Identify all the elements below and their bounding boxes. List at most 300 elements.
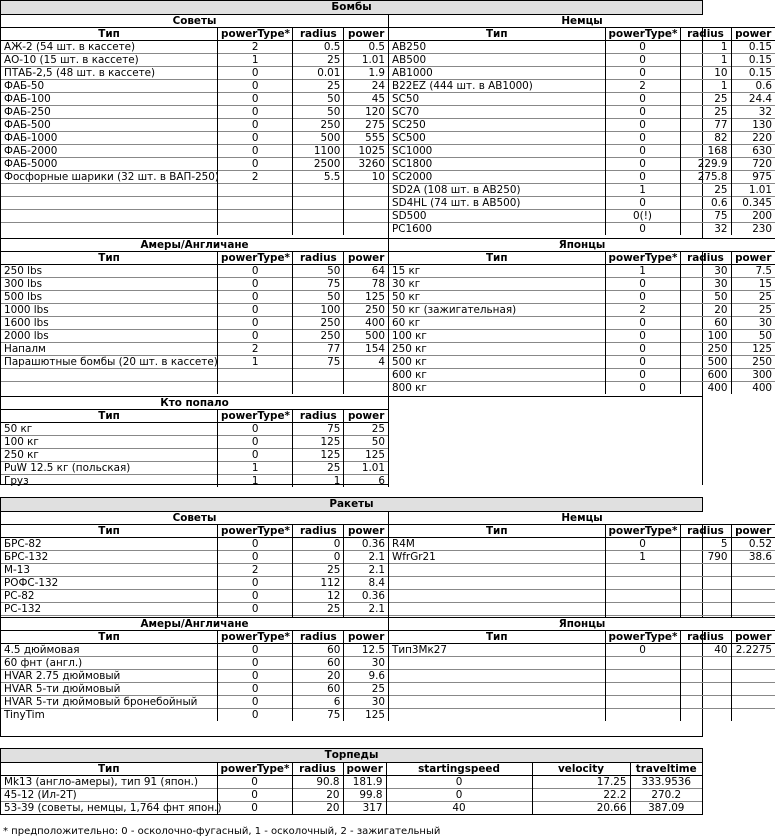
- column-header: power: [731, 252, 775, 265]
- column-header: radius: [293, 28, 344, 41]
- table-row: [1, 93, 388, 106]
- table-cell: 0.36: [344, 590, 388, 603]
- table-cell: [218, 382, 293, 395]
- table-cell: 0: [605, 67, 680, 80]
- table-row: [389, 696, 775, 709]
- table-row: [389, 657, 775, 670]
- table-row: [389, 145, 775, 158]
- table-cell: 5.5: [293, 171, 344, 184]
- column-header: radius: [293, 525, 344, 538]
- table-cell: [389, 709, 605, 722]
- table-cell: [389, 683, 605, 696]
- table-cell: ФАБ-1000: [1, 132, 218, 145]
- column-header: radius: [680, 631, 731, 644]
- table-cell: [680, 590, 731, 603]
- column-header: Тип: [389, 252, 605, 265]
- table-cell: 25: [293, 603, 344, 616]
- table-cell: 75: [293, 356, 344, 369]
- table-row: [389, 709, 775, 722]
- table-cell: 0: [218, 132, 293, 145]
- table-cell: 250: [293, 119, 344, 132]
- table-cell: 1.01: [344, 462, 388, 475]
- table-cell: 125: [344, 291, 388, 304]
- table-cell: 0: [218, 449, 293, 462]
- table-cell: 250: [293, 317, 344, 330]
- table-row: [389, 93, 775, 106]
- column-header: Тип: [1, 252, 218, 265]
- table-cell: 1: [293, 475, 344, 488]
- table-cell: 400: [680, 382, 731, 395]
- table-cell: 2.1: [344, 603, 388, 616]
- table-cell: 20.66: [532, 802, 630, 815]
- table-cell: 0: [218, 577, 293, 590]
- table-row: [1, 369, 388, 382]
- table-cell: 333.9536: [630, 776, 702, 789]
- table-cell: PC1600: [389, 223, 605, 236]
- table-cell: 45: [344, 93, 388, 106]
- table-title: Японцы: [389, 618, 775, 631]
- table-cell: AB1000: [389, 67, 605, 80]
- table-cell: 0.36: [344, 538, 388, 551]
- rockets-japan-table: [389, 617, 775, 721]
- table-cell: 154: [344, 343, 388, 356]
- table-row: [389, 356, 775, 369]
- table-row: [389, 343, 775, 356]
- table-row: [389, 265, 775, 278]
- table-row: [1, 41, 388, 54]
- table-cell: 0: [293, 551, 344, 564]
- table-row: [1, 330, 388, 343]
- table-cell: 82: [680, 132, 731, 145]
- table-row: [389, 577, 775, 590]
- table-cell: [605, 709, 680, 722]
- table-cell: [731, 577, 775, 590]
- table-cell: [389, 657, 605, 670]
- table-cell: 125: [344, 449, 388, 462]
- table-row: [1, 789, 702, 802]
- table-cell: 0: [605, 41, 680, 54]
- table-cell: 0: [605, 171, 680, 184]
- table-row: [1, 644, 388, 657]
- table-cell: 60: [293, 683, 344, 696]
- table-cell: 0: [218, 551, 293, 564]
- table-cell: 12: [293, 590, 344, 603]
- table-cell: 0: [218, 683, 293, 696]
- table-cell: 0: [605, 278, 680, 291]
- table-cell: 600 кг: [389, 369, 605, 382]
- table-cell: 60: [293, 657, 344, 670]
- table-cell: 317: [343, 802, 386, 815]
- torpedoes-section: [0, 748, 703, 815]
- column-header: powerType*: [605, 631, 680, 644]
- table-cell: PuW 12.5 кг (польская): [1, 462, 218, 475]
- table-cell: 250 кг: [1, 449, 218, 462]
- table-row: [389, 210, 775, 223]
- table-cell: ФАБ-50: [1, 80, 218, 93]
- table-row: [1, 210, 388, 223]
- table-cell: 270.2: [630, 789, 702, 802]
- table-title: Немцы: [389, 512, 775, 525]
- column-header: Тип: [1, 631, 218, 644]
- column-header: powerType*: [605, 252, 680, 265]
- column-header: power: [344, 525, 388, 538]
- table-cell: 2: [218, 564, 293, 577]
- table-cell: [605, 696, 680, 709]
- table-title: Амеры/Англичане: [1, 618, 388, 631]
- table-row: [1, 67, 388, 80]
- table-row: [1, 462, 388, 475]
- table-cell: 60 кг: [389, 317, 605, 330]
- table-cell: 77: [293, 343, 344, 356]
- table-cell: 0: [218, 436, 293, 449]
- table-cell: 30 кг: [389, 278, 605, 291]
- table-row: [1, 709, 388, 722]
- table-cell: 0: [605, 132, 680, 145]
- column-header: Тип: [389, 525, 605, 538]
- table-cell: 130: [731, 119, 775, 132]
- table-cell: 24: [344, 80, 388, 93]
- table-cell: [731, 590, 775, 603]
- table-cell: 790: [680, 551, 731, 564]
- table-cell: [1, 184, 218, 197]
- table-cell: [218, 223, 293, 236]
- table-row: [389, 223, 775, 236]
- table-cell: [680, 657, 731, 670]
- table-cell: [680, 670, 731, 683]
- table-cell: 0: [605, 197, 680, 210]
- table-cell: 17.25: [532, 776, 630, 789]
- footnote: * предположительно: 0 - осколочно-фугасный, 1 - осколочный, 2 - зажигательный: [3, 826, 441, 837]
- table-row: [1, 551, 388, 564]
- table-cell: 230: [731, 223, 775, 236]
- table-cell: 0.52: [731, 538, 775, 551]
- table-cell: 0.15: [731, 41, 775, 54]
- table-row: [1, 291, 388, 304]
- table-cell: [680, 683, 731, 696]
- column-header: power: [344, 28, 388, 41]
- table-cell: 500: [293, 132, 344, 145]
- table-cell: [389, 696, 605, 709]
- table-cell: [731, 603, 775, 616]
- table-cell: 7.5: [731, 265, 775, 278]
- table-cell: 50 кг: [1, 423, 218, 436]
- table-cell: 24.4: [731, 93, 775, 106]
- table-cell: [680, 709, 731, 722]
- table-cell: 25: [731, 291, 775, 304]
- bombs-allies-table: [1, 238, 389, 396]
- table-cell: 0.5: [293, 41, 344, 54]
- table-cell: 50: [293, 93, 344, 106]
- table-cell: 53-39 (советы, немцы, 1,764 фнт япон.): [1, 802, 217, 815]
- table-cell: 8.4: [344, 577, 388, 590]
- table-cell: 1: [680, 54, 731, 67]
- table-row: [389, 330, 775, 343]
- table-row: [389, 644, 775, 657]
- table-cell: 0: [218, 590, 293, 603]
- bombs-title: Бомбы: [1, 1, 702, 15]
- table-cell: AB250: [389, 41, 605, 54]
- table-row: [1, 564, 388, 577]
- table-row: [1, 670, 388, 683]
- table-row: [1, 696, 388, 709]
- column-header: powerType*: [605, 525, 680, 538]
- table-cell: М-13: [1, 564, 218, 577]
- table-cell: 50: [293, 265, 344, 278]
- table-cell: [731, 696, 775, 709]
- table-row: [1, 538, 388, 551]
- table-cell: 30: [344, 696, 388, 709]
- table-cell: 75: [293, 278, 344, 291]
- column-header: Тип: [1, 410, 218, 423]
- table-row: [389, 603, 775, 616]
- column-header: radius: [293, 252, 344, 265]
- table-cell: [293, 210, 344, 223]
- table-cell: 25: [293, 564, 344, 577]
- table-cell: 2: [218, 343, 293, 356]
- column-header: Тип: [389, 631, 605, 644]
- table-cell: 0: [605, 54, 680, 67]
- table-cell: [218, 184, 293, 197]
- table-cell: Груз: [1, 475, 218, 488]
- table-cell: [344, 197, 388, 210]
- table-cell: РС-132: [1, 603, 218, 616]
- table-cell: 400: [731, 382, 775, 395]
- table-cell: [680, 577, 731, 590]
- table-row: [1, 382, 388, 395]
- table-cell: 99.8: [343, 789, 386, 802]
- table-cell: 100 кг: [389, 330, 605, 343]
- table-cell: ФАБ-5000: [1, 158, 218, 171]
- table-cell: Mk13 (англо-амеры), тип 91 (япон.): [1, 776, 217, 789]
- table-cell: 275: [344, 119, 388, 132]
- table-cell: AB500: [389, 54, 605, 67]
- table-cell: 0: [218, 265, 293, 278]
- table-cell: [344, 184, 388, 197]
- table-cell: 12.5: [344, 644, 388, 657]
- table-cell: SC1800: [389, 158, 605, 171]
- table-cell: 20: [292, 802, 343, 815]
- column-header: radius: [680, 525, 731, 538]
- table-cell: 64: [344, 265, 388, 278]
- torpedoes-title: Торпеды: [1, 749, 702, 763]
- table-cell: 100: [293, 304, 344, 317]
- table-cell: SC50: [389, 93, 605, 106]
- table-cell: 6: [293, 696, 344, 709]
- table-cell: 1: [218, 475, 293, 488]
- table-cell: [605, 670, 680, 683]
- table-row: [389, 54, 775, 67]
- table-cell: 60: [293, 644, 344, 657]
- column-header: power: [731, 631, 775, 644]
- table-row: [1, 223, 388, 236]
- table-cell: 800 кг: [389, 382, 605, 395]
- table-row: [389, 382, 775, 395]
- table-cell: 0: [218, 538, 293, 551]
- table-cell: [344, 369, 388, 382]
- table-cell: 0: [605, 330, 680, 343]
- table-cell: 500: [344, 330, 388, 343]
- table-cell: 125: [293, 449, 344, 462]
- table-cell: ПТАБ-2,5 (48 шт. в кассете): [1, 67, 218, 80]
- table-cell: 275.8: [680, 171, 731, 184]
- table-cell: 50: [293, 291, 344, 304]
- table-cell: 0.6: [680, 197, 731, 210]
- rockets-section: [0, 497, 773, 737]
- table-row: [389, 369, 775, 382]
- table-cell: 0: [605, 317, 680, 330]
- table-row: [1, 265, 388, 278]
- table-row: [389, 278, 775, 291]
- table-row: [389, 564, 775, 577]
- table-cell: [293, 197, 344, 210]
- table-cell: [344, 382, 388, 395]
- table-cell: 20: [680, 304, 731, 317]
- table-cell: 250: [731, 356, 775, 369]
- table-cell: 300: [731, 369, 775, 382]
- table-row: [1, 197, 388, 210]
- table-cell: HVAR 2.75 дюймовый: [1, 670, 218, 683]
- table-cell: [731, 670, 775, 683]
- table-cell: 30: [731, 317, 775, 330]
- table-cell: Тип3Мк27: [389, 644, 605, 657]
- table-cell: 2.2275: [731, 644, 775, 657]
- column-header: power: [731, 525, 775, 538]
- table-cell: 20: [292, 789, 343, 802]
- table-cell: АЖ-2 (54 шт. в кассете): [1, 41, 218, 54]
- table-row: [1, 449, 388, 462]
- table-cell: 3260: [344, 158, 388, 171]
- table-row: [1, 683, 388, 696]
- table-title: Японцы: [389, 239, 775, 252]
- table-cell: Напалм: [1, 343, 218, 356]
- table-cell: SD500: [389, 210, 605, 223]
- table-cell: 1: [218, 462, 293, 475]
- table-cell: 500 кг: [389, 356, 605, 369]
- table-row: [1, 475, 388, 488]
- table-cell: 25: [344, 683, 388, 696]
- table-cell: [389, 603, 605, 616]
- table-cell: 2: [605, 304, 680, 317]
- table-cell: 0: [218, 93, 293, 106]
- column-header: powerType*: [605, 28, 680, 41]
- table-cell: 168: [680, 145, 731, 158]
- table-title: Советы: [1, 512, 388, 525]
- table-row: [389, 590, 775, 603]
- table-cell: 0: [293, 538, 344, 551]
- table-cell: 50: [731, 330, 775, 343]
- table-cell: РС-82: [1, 590, 218, 603]
- table-cell: 25: [293, 54, 344, 67]
- table-cell: HVAR 5-ти дюймовый бронебойный: [1, 696, 218, 709]
- column-header: radius: [680, 252, 731, 265]
- column-header: radius: [292, 763, 343, 776]
- table-cell: [218, 197, 293, 210]
- table-cell: 32: [680, 223, 731, 236]
- table-cell: [389, 670, 605, 683]
- table-cell: 0.345: [731, 197, 775, 210]
- table-title: Советы: [1, 15, 388, 28]
- column-header: startingspeed: [386, 763, 532, 776]
- table-cell: 1.01: [344, 54, 388, 67]
- table-cell: 30: [680, 278, 731, 291]
- column-header: power: [344, 252, 388, 265]
- table-row: [389, 304, 775, 317]
- table-cell: 250: [344, 304, 388, 317]
- table-cell: 75: [293, 423, 344, 436]
- table-cell: БРС-132: [1, 551, 218, 564]
- table-cell: [605, 590, 680, 603]
- table-cell: 9.6: [344, 670, 388, 683]
- table-cell: 1: [680, 80, 731, 93]
- table-cell: 0.15: [731, 67, 775, 80]
- table-row: [1, 119, 388, 132]
- table-cell: 250 lbs: [1, 265, 218, 278]
- column-header: Тип: [1, 763, 217, 776]
- table-cell: 0.15: [731, 54, 775, 67]
- table-cell: 720: [731, 158, 775, 171]
- table-row: [389, 291, 775, 304]
- column-header: power: [343, 763, 386, 776]
- table-title: Немцы: [389, 15, 775, 28]
- table-row: [1, 80, 388, 93]
- table-cell: [293, 223, 344, 236]
- table-row: [1, 590, 388, 603]
- table-row: [389, 317, 775, 330]
- table-row: [389, 171, 775, 184]
- table-row: [389, 41, 775, 54]
- table-cell: SC70: [389, 106, 605, 119]
- table-cell: БРС-82: [1, 538, 218, 551]
- table-cell: TinyTim: [1, 709, 218, 722]
- table-cell: 30: [344, 657, 388, 670]
- table-cell: 15 кг: [389, 265, 605, 278]
- table-cell: HVAR 5-ти дюймовый: [1, 683, 218, 696]
- table-row: [1, 317, 388, 330]
- table-cell: 25: [680, 184, 731, 197]
- table-cell: 0: [218, 670, 293, 683]
- table-cell: 10: [344, 171, 388, 184]
- table-cell: АО-10 (15 шт. в кассете): [1, 54, 218, 67]
- table-cell: 0.6: [731, 80, 775, 93]
- table-cell: [605, 683, 680, 696]
- table-cell: SC500: [389, 132, 605, 145]
- table-cell: SD4HL (74 шт. в AB500): [389, 197, 605, 210]
- table-cell: 0.5: [344, 41, 388, 54]
- table-cell: 0: [218, 158, 293, 171]
- table-cell: 0: [218, 304, 293, 317]
- table-cell: SC2000: [389, 171, 605, 184]
- table-cell: 38.6: [731, 551, 775, 564]
- table-cell: 2.1: [344, 564, 388, 577]
- table-cell: 0: [605, 106, 680, 119]
- table-row: [389, 158, 775, 171]
- table-cell: 32: [731, 106, 775, 119]
- table-row: [1, 171, 388, 184]
- table-cell: [389, 564, 605, 577]
- table-row: [1, 423, 388, 436]
- table-cell: [389, 590, 605, 603]
- table-cell: 0: [605, 145, 680, 158]
- table-row: [389, 538, 775, 551]
- bombs-japan-table: [389, 238, 775, 396]
- table-row: [1, 657, 388, 670]
- table-cell: 125: [731, 343, 775, 356]
- table-row: [389, 670, 775, 683]
- column-header: powerType*: [217, 763, 292, 776]
- table-cell: 100 кг: [1, 436, 218, 449]
- table-cell: 0: [605, 93, 680, 106]
- table-cell: 60: [680, 317, 731, 330]
